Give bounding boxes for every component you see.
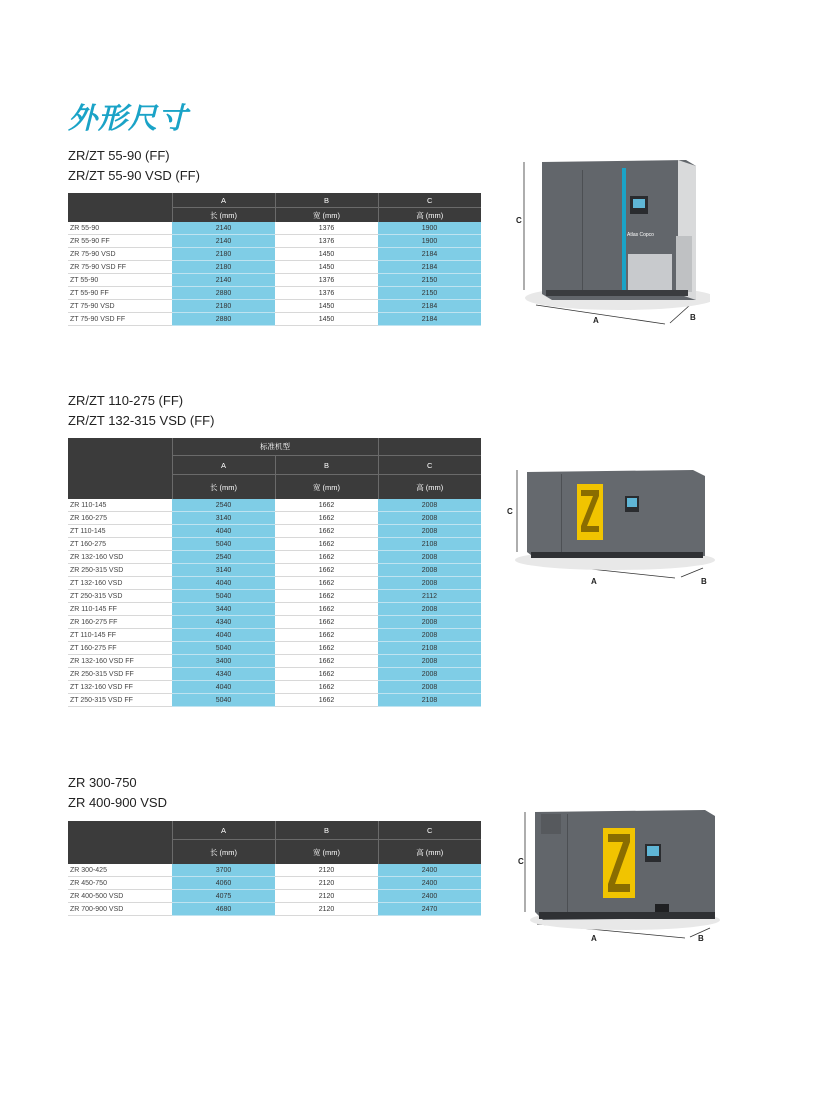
col-unit-a: 长 (mm)	[172, 475, 275, 500]
value-c: 2008	[378, 551, 481, 564]
model-cell: ZR 400-500 VSD	[68, 890, 172, 903]
value-b: 1376	[275, 274, 378, 287]
col-unit-a: 长 (mm)	[172, 840, 275, 865]
value-a: 3700	[172, 864, 275, 877]
value-a: 5040	[172, 642, 275, 655]
value-c: 2112	[378, 590, 481, 603]
value-a: 2140	[172, 222, 275, 235]
table-row	[68, 261, 481, 274]
page-title: 外形尺寸	[68, 101, 189, 135]
group-header: 标准机型	[172, 438, 378, 456]
model-cell: ZR 250-315 VSD FF	[68, 668, 172, 681]
value-a: 2180	[172, 248, 275, 261]
value-b: 1662	[275, 577, 378, 590]
value-b: 1662	[275, 681, 378, 694]
value-b: 1662	[275, 551, 378, 564]
value-c: 2150	[378, 274, 481, 287]
value-c: 2008	[378, 525, 481, 538]
table-row	[68, 274, 481, 287]
model-cell: ZT 55-90	[68, 274, 172, 287]
dim-label-c: C	[518, 857, 524, 866]
value-b: 2120	[275, 864, 378, 877]
dim-label-c: C	[507, 507, 513, 516]
value-b: 1662	[275, 655, 378, 668]
model-cell: ZT 110-145	[68, 525, 172, 538]
section-1-table	[68, 193, 481, 326]
section-3-title-line-2: ZR 400-900 VSD	[68, 795, 167, 810]
model-cell: ZR 132-160 VSD	[68, 551, 172, 564]
value-c: 2008	[378, 577, 481, 590]
value-a: 4340	[172, 616, 275, 629]
value-a: 5040	[172, 590, 275, 603]
value-b: 1450	[275, 248, 378, 261]
value-b: 1662	[275, 642, 378, 655]
value-b: 1662	[275, 616, 378, 629]
table-row	[68, 525, 481, 538]
value-c: 2008	[378, 668, 481, 681]
col-header-a: A	[172, 821, 275, 840]
value-c: 1900	[378, 222, 481, 235]
col-header-c: C	[378, 193, 481, 208]
model-cell: ZR 250-315 VSD	[68, 564, 172, 577]
value-b: 1662	[275, 564, 378, 577]
table-row	[68, 616, 481, 629]
value-a: 4060	[172, 877, 275, 890]
table-row	[68, 313, 481, 326]
value-c: 2008	[378, 681, 481, 694]
value-c: 2008	[378, 603, 481, 616]
value-c: 2184	[378, 261, 481, 274]
value-a: 2540	[172, 499, 275, 512]
dim-label-b: B	[690, 313, 696, 322]
table-row	[68, 248, 481, 261]
value-a: 5040	[172, 694, 275, 707]
value-c: 2150	[378, 287, 481, 300]
table-row	[68, 577, 481, 590]
dim-label-b: B	[701, 577, 707, 586]
value-c: 2008	[378, 499, 481, 512]
model-cell: ZR 160-275 FF	[68, 616, 172, 629]
value-a: 4040	[172, 681, 275, 694]
table-row	[68, 222, 481, 235]
section-2-title-line-1: ZR/ZT 110-275 (FF)	[68, 393, 184, 408]
value-a: 4040	[172, 577, 275, 590]
table-corner	[68, 821, 172, 864]
value-c: 2400	[378, 877, 481, 890]
value-a: 2180	[172, 261, 275, 274]
value-a: 4340	[172, 668, 275, 681]
value-b: 1662	[275, 525, 378, 538]
table-row	[68, 668, 481, 681]
value-a: 2180	[172, 300, 275, 313]
section-2-table	[68, 438, 481, 707]
table-row	[68, 551, 481, 564]
section-1-title-line-1: ZR/ZT 55-90 (FF)	[68, 148, 170, 163]
value-b: 2120	[275, 890, 378, 903]
value-b: 1376	[275, 287, 378, 300]
col-header-b: B	[275, 821, 378, 840]
value-c: 2108	[378, 538, 481, 551]
col-header-a: A	[172, 456, 275, 475]
dim-label-a: A	[591, 577, 597, 586]
model-cell: ZR 450-750	[68, 877, 172, 890]
dim-label-a: A	[593, 316, 599, 325]
value-b: 1662	[275, 694, 378, 707]
section-1-title	[68, 146, 200, 186]
section-3-title	[68, 773, 167, 813]
value-a: 2880	[172, 313, 275, 326]
table-row	[68, 235, 481, 248]
model-cell: ZR 55-90 FF	[68, 235, 172, 248]
col-header-c: C	[378, 456, 481, 475]
value-b: 1450	[275, 313, 378, 326]
model-cell: ZT 250-315 VSD FF	[68, 694, 172, 707]
table-row	[68, 512, 481, 525]
table-row	[68, 287, 481, 300]
model-cell: ZR 75-90 VSD FF	[68, 261, 172, 274]
col-unit-c: 高 (mm)	[378, 475, 481, 500]
group-header-empty	[378, 438, 481, 456]
value-a: 2540	[172, 551, 275, 564]
dim-label-b: B	[698, 934, 704, 943]
section-3-title-line-1: ZR 300-750	[68, 775, 137, 790]
value-a: 4040	[172, 629, 275, 642]
value-b: 1662	[275, 603, 378, 616]
model-cell: ZR 110-145 FF	[68, 603, 172, 616]
value-b: 1450	[275, 261, 378, 274]
model-cell: ZR 300-425	[68, 864, 172, 877]
model-cell: ZT 132-160 VSD	[68, 577, 172, 590]
model-cell: ZT 160-275 FF	[68, 642, 172, 655]
model-cell: ZR 132-160 VSD FF	[68, 655, 172, 668]
section-2-title-line-2: ZR/ZT 132-315 VSD (FF)	[68, 413, 215, 428]
table-row	[68, 590, 481, 603]
table-row	[68, 877, 481, 890]
value-b: 1662	[275, 668, 378, 681]
value-c: 2470	[378, 903, 481, 916]
model-cell: ZT 160-275	[68, 538, 172, 551]
dim-label-a: A	[591, 934, 597, 943]
value-a: 4680	[172, 903, 275, 916]
value-c: 2400	[378, 864, 481, 877]
model-cell: ZR 75-90 VSD	[68, 248, 172, 261]
table-row	[68, 629, 481, 642]
col-header-a: A	[172, 193, 275, 208]
model-cell: ZT 75-90 VSD FF	[68, 313, 172, 326]
section-3-table	[68, 821, 481, 916]
table-row	[68, 681, 481, 694]
compressor-illustration-2	[505, 460, 720, 590]
value-c: 1900	[378, 235, 481, 248]
table-row	[68, 642, 481, 655]
table-row	[68, 538, 481, 551]
value-b: 2120	[275, 877, 378, 890]
table-row	[68, 864, 481, 877]
section-2-title	[68, 391, 214, 431]
value-c: 2108	[378, 642, 481, 655]
machine-brand-label: Atlas Copco	[627, 232, 654, 238]
model-cell: ZR 160-275	[68, 512, 172, 525]
value-b: 1450	[275, 300, 378, 313]
model-cell: ZT 132-160 VSD FF	[68, 681, 172, 694]
value-c: 2184	[378, 313, 481, 326]
dim-label-c: C	[516, 216, 522, 225]
table-row	[68, 603, 481, 616]
table-corner	[68, 438, 172, 499]
col-unit-b: 宽 (mm)	[275, 840, 378, 865]
value-b: 1662	[275, 499, 378, 512]
table-row	[68, 300, 481, 313]
value-c: 2008	[378, 512, 481, 525]
model-cell: ZR 55-90	[68, 222, 172, 235]
col-unit-c: 高 (mm)	[378, 840, 481, 865]
value-a: 4040	[172, 525, 275, 538]
value-c: 2008	[378, 655, 481, 668]
value-c: 2400	[378, 890, 481, 903]
col-header-c: C	[378, 821, 481, 840]
table-row	[68, 499, 481, 512]
value-c: 2184	[378, 248, 481, 261]
value-c: 2008	[378, 564, 481, 577]
value-a: 3140	[172, 564, 275, 577]
model-cell: ZT 250-315 VSD	[68, 590, 172, 603]
col-header-b: B	[275, 456, 378, 475]
value-b: 1662	[275, 629, 378, 642]
value-c: 2108	[378, 694, 481, 707]
model-cell: ZT 110-145 FF	[68, 629, 172, 642]
value-b: 1662	[275, 538, 378, 551]
value-b: 1376	[275, 235, 378, 248]
col-unit-a: 长 (mm)	[172, 208, 275, 223]
model-cell: ZR 110-145	[68, 499, 172, 512]
col-header-b: B	[275, 193, 378, 208]
compressor-illustration-1	[510, 150, 710, 340]
value-a: 2880	[172, 287, 275, 300]
table-row	[68, 903, 481, 916]
value-a: 3140	[172, 512, 275, 525]
col-unit-b: 宽 (mm)	[275, 208, 378, 223]
value-a: 3400	[172, 655, 275, 668]
value-c: 2008	[378, 629, 481, 642]
value-b: 2120	[275, 903, 378, 916]
col-unit-c: 高 (mm)	[378, 208, 481, 223]
model-cell: ZT 55-90 FF	[68, 287, 172, 300]
section-1-title-line-2: ZR/ZT 55-90 VSD (FF)	[68, 168, 200, 183]
table-row	[68, 890, 481, 903]
table-row	[68, 655, 481, 668]
value-a: 2140	[172, 235, 275, 248]
value-c: 2008	[378, 616, 481, 629]
value-a: 4075	[172, 890, 275, 903]
model-cell: ZR 700-900 VSD	[68, 903, 172, 916]
value-a: 5040	[172, 538, 275, 551]
value-a: 3440	[172, 603, 275, 616]
value-b: 1376	[275, 222, 378, 235]
model-cell: ZT 75-90 VSD	[68, 300, 172, 313]
value-b: 1662	[275, 590, 378, 603]
table-corner	[68, 193, 172, 222]
col-unit-b: 宽 (mm)	[275, 475, 378, 500]
value-c: 2184	[378, 300, 481, 313]
value-b: 1662	[275, 512, 378, 525]
table-row	[68, 694, 481, 707]
table-row	[68, 564, 481, 577]
value-a: 2140	[172, 274, 275, 287]
compressor-illustration-3	[515, 800, 725, 950]
